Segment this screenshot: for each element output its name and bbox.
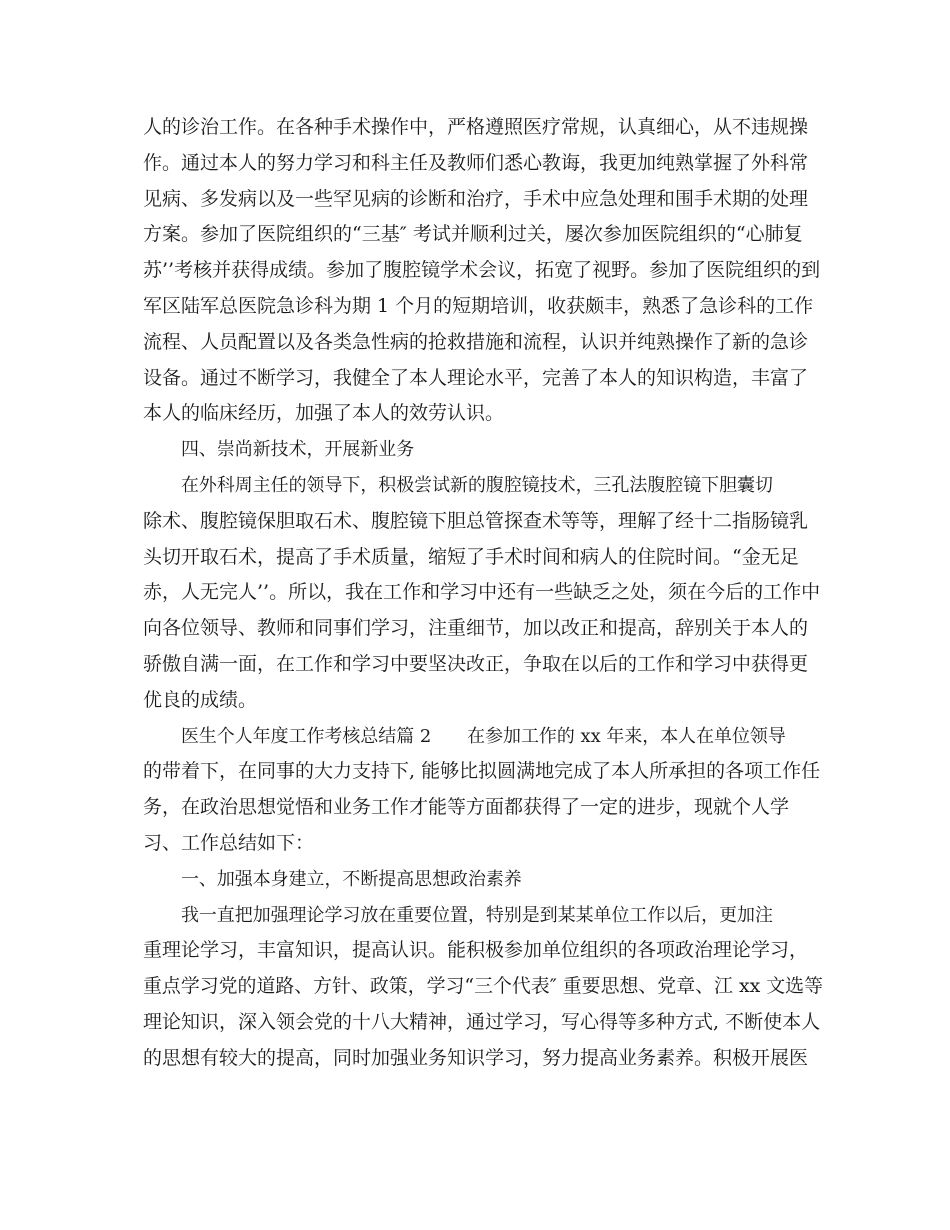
- body-text: [143, 110, 823, 1077]
- text-line: 重理论学习，丰富知识，提高认识。能积极参加单位组织的各项政治理论学习，: [143, 939, 809, 962]
- text-line: 流程、人员配置以及各类急性病的抢救措施和流程，认识并纯熟操作了新的急诊: [143, 330, 809, 353]
- text-line: 头切开取石术，提高了手术质量，缩短了手术时间和病人的住院时间。“金无足: [143, 545, 799, 568]
- text-line: 的思想有较大的提高，同时加强业务知识学习，努力提高业务素养。积极开展医: [143, 1046, 809, 1069]
- text-line: 我一直把加强理论学习放在重要位置，特别是到某某单位工作以后，更加注: [181, 904, 773, 926]
- text-line: 习、工作总结如下：: [143, 831, 315, 854]
- text-line: 务，在政治思想觉悟和业务工作才能等方面都获得了一定的进步，现就个人学: [143, 796, 790, 819]
- text-line: 医生个人年度工作考核总结篇 2 在参加工作的 xx 年来，本人在单位领导: [181, 725, 786, 747]
- text-line: 优良的成绩。: [143, 688, 258, 711]
- text-line: 军区陆军总医院急诊科为期 1 个月的短期培训，收获颇丰，熟悉了急诊科的工作: [143, 294, 814, 317]
- text-line: 骄傲自满一面，在工作和学习中要坚决改正，争取在以后的工作和学习中获得更: [143, 652, 809, 675]
- text-line: 除术、腹腔镜保胆取石术、腹腔镜下胆总管探查术等等，理解了经十二指肠镜乳: [143, 509, 809, 532]
- text-line: 人的诊治工作。在各种手术操作中，严格遵照医疗常规，认真细心，从不违规操: [143, 116, 809, 138]
- text-line: 一、加强本身建立，不断提高思想政治素养: [181, 868, 522, 890]
- text-line: 苏’’考核并获得成绩。参加了腹腔镜学术会议，拓宽了视野。参加了医院组织的到: [143, 259, 821, 282]
- text-line: 见病、多发病以及一些罕见病的诊断和治疗，手术中应急处理和围手术期的处理: [143, 187, 809, 210]
- text-line: 在外科周主任的领导下，积极尝试新的腹腔镜技术，三孔法腹腔镜下胆囊切: [181, 474, 773, 496]
- text-line: 作。通过本人的努力学习和科主任及教师们悉心教诲，我更加纯熟掌握了外科常: [143, 151, 809, 174]
- text-line: 赤，人无完人’’。所以，我在工作和学习中还有一些缺乏之处，须在今后的工作中: [143, 581, 821, 604]
- text-line: 四、崇尚新技术，开展新业务: [181, 439, 415, 461]
- text-line: 的带着下，在同事的大力支持下, 能够比拟圆满地完成了本人所承担的各项工作任: [143, 760, 821, 783]
- text-line: 方案。参加了医院组织的“三基″ 考试并顺利过关，屡次参加医院组织的“心肺复: [143, 223, 803, 246]
- text-line: 向各位领导、教师和同事们学习，注重细节，加以改正和提高，辞别关于本人的: [143, 617, 809, 640]
- text-line: 本人的临床经历，加强了本人的效劳认识。: [143, 402, 505, 425]
- text-line: 重点学习党的道路、方针、政策，学习“三个代表″ 重要思想、党章、江 xx 文选等: [143, 975, 823, 998]
- text-line: 理论知识，深入领会党的十八大精神，通过学习，写心得等多种方式, 不断使本人: [143, 1010, 821, 1033]
- text-line: 设备。通过不断学习，我健全了本人理论水平，完善了本人的知识构造，丰富了: [143, 366, 809, 389]
